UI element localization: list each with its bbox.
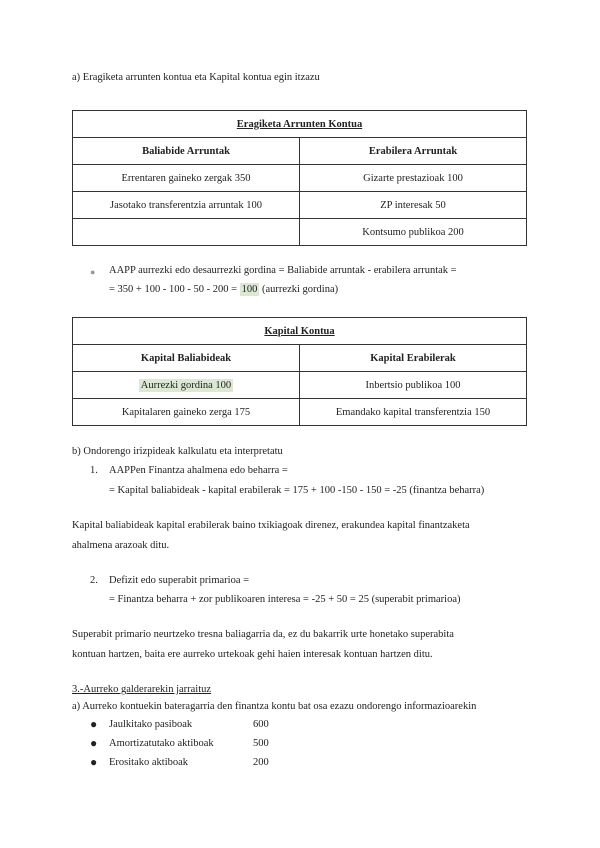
section-3-title: 3.-Aurreko galderarekin jarraituz <box>72 684 212 695</box>
paragraph-1-line-2: ahalmena arazoak ditu. <box>72 540 170 551</box>
savings-line-1: AAPP aurrezki edo desaurrezki gordina = Baliabide arruntak - erabilera arruntak = <box>109 265 457 276</box>
column-header: Baliabide Arruntak <box>73 138 300 165</box>
item2-line-1: Defizit edo superabit primarioa = <box>109 575 250 586</box>
table-row <box>73 372 527 399</box>
paragraph-2-line-2: kontuan hartzen, baita ere aurreko urtekoak gehi haien interesak kontuan hartzen ditu. <box>72 649 433 660</box>
item1-line-1: AAPPen Finantza ahalmena edo beharra = <box>109 465 288 476</box>
table-cell: Errentaren gaineko zergak 350 <box>73 165 300 192</box>
item1-line-2: = Kapital baliabideak - kapital erabilerak = 175 + 100 -150 - 150 = -25 (finantza beharra) <box>109 485 485 496</box>
list-item-label: Erositako aktiboak <box>109 757 189 768</box>
highlighted-value: 100 <box>241 284 258 295</box>
table-row <box>73 219 527 246</box>
list-item-value: 500 <box>253 738 269 749</box>
table-cell: Kapitalaren gaineko zerga 175 <box>73 399 300 426</box>
highlighted-cell-text: Aurrezki gordina 100 <box>140 379 232 391</box>
list-number: 2. <box>90 575 98 586</box>
table-row <box>73 165 527 192</box>
column-header: Kapital Baliabideak <box>73 345 300 372</box>
bullet-icon: ● <box>90 717 98 731</box>
table-cell: Inbertsio publikoa 100 <box>300 372 527 399</box>
paragraph-2-line-1: Superabit primario neurtzeko tresna baliagarria da, ez du bakarrik urte honetako superabita <box>72 629 454 640</box>
heading-a: a) Eragiketa arrunten kontua eta Kapital kontua egin itzazu <box>72 72 320 83</box>
list-item-value: 600 <box>253 719 269 730</box>
column-header: Kapital Erabilerak <box>300 345 527 372</box>
table-title: Kapital Kontua <box>73 318 527 345</box>
table-cell: Emandako kapital transferentzia 150 <box>300 399 527 426</box>
section-3-intro: a) Aurreko kontuekin bateragarria den finantza kontu bat osa ezazu ondorengo informazioarekin <box>72 701 477 712</box>
table-cell <box>73 219 300 246</box>
paragraph-1-line-1: Kapital baliabideak kapital erabilerak baino txikiagoak direnez, erakundea kapital finantzaketa <box>72 520 470 531</box>
bullet-icon: ● <box>90 736 98 750</box>
table-cell: Gizarte prestazioak 100 <box>300 165 527 192</box>
item2-line-2: = Finantza beharra + zor publikoaren interesa = -25 + 50 = 25 (superabit primarioa) <box>109 594 461 605</box>
column-header: Erabilera Arruntak <box>300 138 527 165</box>
list-item-label: Amortizatutako aktiboak <box>109 738 214 749</box>
table-row <box>73 399 527 426</box>
heading-b: b) Ondorengo irizpideak kalkulatu eta interpretatu <box>72 446 283 457</box>
savings-note: (aurrezki gordina) <box>259 284 339 295</box>
current-account-table <box>72 110 527 246</box>
bullet-icon: ● <box>90 267 96 277</box>
table-title: Eragiketa Arrunten Kontua <box>73 111 527 138</box>
list-number: 1. <box>90 465 98 476</box>
savings-calc: = 350 + 100 - 100 - 50 - 200 = <box>109 284 240 295</box>
table-cell: Kontsumo publikoa 200 <box>300 219 527 246</box>
bullet-icon: ● <box>90 755 98 769</box>
savings-line-2 <box>109 284 338 295</box>
table-row <box>73 192 527 219</box>
list-item-value: 200 <box>253 757 269 768</box>
capital-account-table <box>72 317 527 426</box>
table-cell: Jasotako transferentzia arruntak 100 <box>73 192 300 219</box>
list-item-label: Jaulkitako pasiboak <box>109 719 193 730</box>
table-cell <box>73 372 300 399</box>
table-cell: ZP interesak 50 <box>300 192 527 219</box>
